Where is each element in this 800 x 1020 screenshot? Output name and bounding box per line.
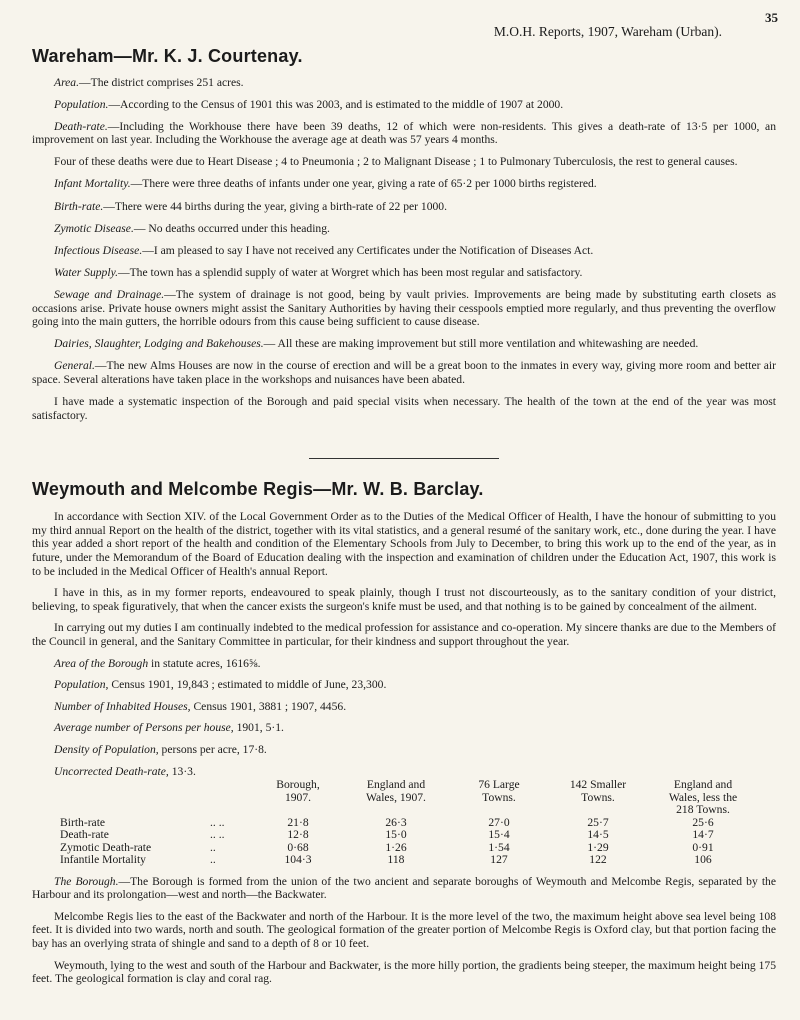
paragraph <box>32 120 776 147</box>
column-header: England and Wales, 1907. <box>366 778 426 804</box>
vital-statistics-table <box>32 779 758 867</box>
paragraph-label: Sewage and Drainage. <box>54 287 165 301</box>
paragraph-text: —Including the Workhouse there have been 39 deaths, 12 of which were non-residents. This gives a death-rate of 13·5 per 1000, an improvement on last year. Including the Workhouse the average age at death was 57 years 4 months. <box>32 119 776 147</box>
column-header: England and Wales, less the 218 Towns. <box>668 778 738 817</box>
leader-dots: .. <box>210 853 216 867</box>
weymouth-description <box>32 875 776 986</box>
paragraph-text: —The Borough is formed from the union of the two ancient and separate boroughs of Weymouth and Melcombe Regis, separated by the Harbour and its prolongation—west and north—the Backwater. <box>32 874 776 902</box>
wareham-section <box>32 76 776 423</box>
page-body <box>32 8 776 986</box>
table-cell: 106 <box>694 853 712 867</box>
paragraph-text: —There were 44 births during the year, giving a birth-rate of 22 per 1000. <box>103 199 447 213</box>
paragraph <box>32 266 776 280</box>
paragraph-label: Population. <box>54 97 109 111</box>
table-cell: 12·8 <box>287 828 309 842</box>
paragraph <box>32 76 776 90</box>
table-cell: 15·0 <box>385 828 407 842</box>
paragraph-label: Death-rate. <box>54 119 108 133</box>
table-header-row <box>32 779 758 817</box>
section-heading-weymouth: Weymouth and Melcombe Regis—Mr. W. B. Barclay. <box>32 479 484 500</box>
column-header <box>210 779 254 817</box>
paragraph-text: 1901, 5·1. <box>233 721 284 735</box>
running-header: M.O.H. Reports, 1907, Wareham (Urban). <box>493 24 722 39</box>
table-cell: 104·3 <box>284 853 312 867</box>
column-header: 76 Large Towns. <box>478 778 520 804</box>
paragraph <box>32 678 776 692</box>
table-cell: 25·6 <box>692 815 714 829</box>
paragraph-text: In carrying out my duties I am continually indebted to the medical profession for assistance and co-operation. My sincere thanks are due to the Members of the Council in general, and the Sanitary Committee in particular, for their kindness and support throughout the year. <box>32 621 776 648</box>
table-cell: 25·7 <box>587 815 609 829</box>
section-heading-wareham: Wareham—Mr. K. J. Courtenay. <box>32 46 303 66</box>
paragraph <box>32 700 776 714</box>
paragraph-text: —The district comprises 251 acres. <box>79 75 244 89</box>
paragraph-label: General. <box>54 359 95 373</box>
paragraph-label: Area. <box>54 75 80 89</box>
table-cell: 1·54 <box>488 840 510 854</box>
paragraph-text: persons per acre, 17·8. <box>158 742 267 756</box>
paragraph-text: in statute acres, 1616⅝. <box>148 656 261 670</box>
row-label: Infantile Mortality <box>60 853 146 867</box>
paragraph-text: In accordance with Section XIV. of the Local Government Order as to the Duties of the Medical Officer of Health, I have the honour of submitting to you my third annual Report on the health of the district, together with its vital statistics, and a general resumé of the sanitary work, etc., done during the year. I have this year added a short report of the health and condition of the Elementary Schools from July to December, to bring this work up to the end of the year, as in future, under the Memorandum of the Board of Education dealing with the inspection and examination of children under the Education Act, 1907, this work is to be included in the Medical Officer of Health's annual Report. <box>32 510 776 578</box>
paragraph <box>32 155 776 169</box>
paragraph <box>32 395 776 422</box>
table-cell: 1·26 <box>385 840 407 854</box>
paragraph-text: Melcombe Regis lies to the east of the Backwater and north of the Harbour. It is the more level of the two, the maximum height above sea level being 108 feet. It is divided into two wards, north and south. The geological formation of the greater portion of Melcombe Regis is Oxford clay, but that portion facing the bay has an overlying strata of shingle and sand to a depth of 8 or 10 feet. <box>32 909 776 950</box>
paragraph-text: —I am pleased to say I have not received any Certificates under the Notification of Diseases Act. <box>142 243 594 257</box>
paragraph <box>32 586 776 613</box>
page-number: 35 <box>765 10 778 25</box>
paragraph <box>32 98 776 112</box>
leader-dots: .. <box>210 840 216 854</box>
paragraph <box>32 222 776 236</box>
paragraph <box>32 200 776 214</box>
row-label: Death-rate <box>60 828 109 842</box>
paragraph-label: Birth-rate. <box>54 199 104 213</box>
section-divider <box>309 458 499 459</box>
column-header: 142 Smaller Towns. <box>569 778 627 804</box>
table-cell: 21·8 <box>287 815 309 829</box>
paragraph-label: Number of Inhabited Houses, <box>54 699 191 713</box>
paragraph <box>32 875 776 902</box>
table-cell: 1·29 <box>587 840 609 854</box>
paragraph <box>32 743 776 757</box>
row-label: Birth-rate <box>60 815 106 829</box>
paragraph-label: Population, <box>54 678 109 692</box>
paragraph <box>32 959 776 986</box>
leader-dots: .. .. <box>210 828 225 842</box>
paragraph-label: Water Supply. <box>54 265 118 279</box>
paragraph-text: I have in this, as in my former reports, endeavoured to speak plainly, though I trust not discourteously, as to the sanitary condition of your district, believing, to speak figuratively, that when the cancer exists the surgeon's knife must be used, and that nothing is to be gained by concealment of the ailment. <box>32 586 776 613</box>
paragraph <box>32 359 776 386</box>
paragraph <box>32 721 776 735</box>
weymouth-intro <box>32 510 776 778</box>
table-cell: 14·5 <box>587 828 609 842</box>
paragraph <box>32 337 776 351</box>
paragraph-text: Weymouth, lying to the west and south of the Harbour and Backwater, is the more hilly portion, the gradients being steeper, the maximum height being 175 feet. The geological formation is clay and coral rag. <box>32 958 776 986</box>
leader-dots: .. .. <box>210 815 225 829</box>
paragraph-text: Four of these deaths were due to Heart Disease ; 4 to Pneumonia ; 2 to Malignant Disease ; 1 to Pulmonary Tuberculosis, the rest to general causes. <box>54 155 738 169</box>
paragraph-text: Census 1901, 3881 ; 1907, 4456. <box>190 699 347 713</box>
paragraph-label: Zymotic Disease. <box>54 221 134 235</box>
paragraph-text: —The town has a splendid supply of water at Worgret which has been most regular and satisfactory. <box>117 265 583 279</box>
paragraph-label: Average number of Persons per house, <box>54 721 234 735</box>
paragraph-text: — No deaths occurred under this heading. <box>133 221 330 235</box>
paragraph-text: Census 1901, 19,843 ; estimated to middle of June, 23,300. <box>108 678 387 692</box>
paragraph-label: Infectious Disease. <box>54 243 143 257</box>
paragraph-text: —According to the Census of 1901 this was 2003, and is estimated to the middle of 1907 at 2000. <box>108 97 564 111</box>
table-row <box>32 829 758 842</box>
table-cell: 0·68 <box>287 840 309 854</box>
paragraph-label: Uncorrected Death-rate, <box>54 764 169 778</box>
paragraph <box>32 657 776 671</box>
paragraph-text: — All these are making improvement but still more ventilation and whitewashing are needed. <box>263 337 699 351</box>
row-label: Zymotic Death-rate <box>60 840 152 854</box>
table-cell: 0·91 <box>692 840 714 854</box>
column-header: Borough, 1907. <box>276 778 320 804</box>
paragraph-text: I have made a systematic inspection of the Borough and paid special visits when necessary. The health of the town at the end of the year was most satisfactory. <box>32 395 776 422</box>
table-cell: 15·4 <box>488 828 510 842</box>
paragraph <box>32 910 776 951</box>
table-cell: 26·3 <box>385 815 407 829</box>
paragraph-text: 13·3. <box>168 764 196 778</box>
paragraph-text: —The new Alms Houses are now in the course of erection and will be a great boon to the inmates in every way, giving more room and better air space. Several alterations have taken place in the workshops and nuisances have been abated. <box>32 359 776 386</box>
paragraph <box>32 510 776 578</box>
table-cell: 27·0 <box>488 815 510 829</box>
table-cell: 14·7 <box>692 828 714 842</box>
table-row <box>32 854 758 867</box>
paragraph-text: —The system of drainage is not good, being by vault privies. Improvements are being made by substituting earth closets as occasions arise. Private house owners might assist the Sanitary Authorities by having their cesspools emptied more regularly, and thus preventing the overflow going into the main gutters, the horrible odours from this cause being sufficient to cause disease. <box>32 287 776 329</box>
paragraph-label: Dairies, Slaughter, Lodging and Bakehouses. <box>54 337 264 351</box>
paragraph-label: Area of the Borough <box>54 656 149 670</box>
paragraph-text: —There were three deaths of infants under one year, giving a rate of 65·2 per 1000 births registered. <box>130 177 597 191</box>
paragraph <box>32 621 776 648</box>
paragraph-label: The Borough. <box>54 874 119 888</box>
paragraph-label: Infant Mortality. <box>54 177 131 191</box>
paragraph <box>32 244 776 258</box>
paragraph-label: Density of Population, <box>54 742 159 756</box>
paragraph <box>32 288 776 329</box>
table-cell: 127 <box>490 853 508 867</box>
paragraph <box>32 765 776 779</box>
table-cell: 122 <box>589 853 607 867</box>
table-cell: 118 <box>387 853 405 867</box>
paragraph <box>32 177 776 191</box>
column-header <box>32 779 210 817</box>
